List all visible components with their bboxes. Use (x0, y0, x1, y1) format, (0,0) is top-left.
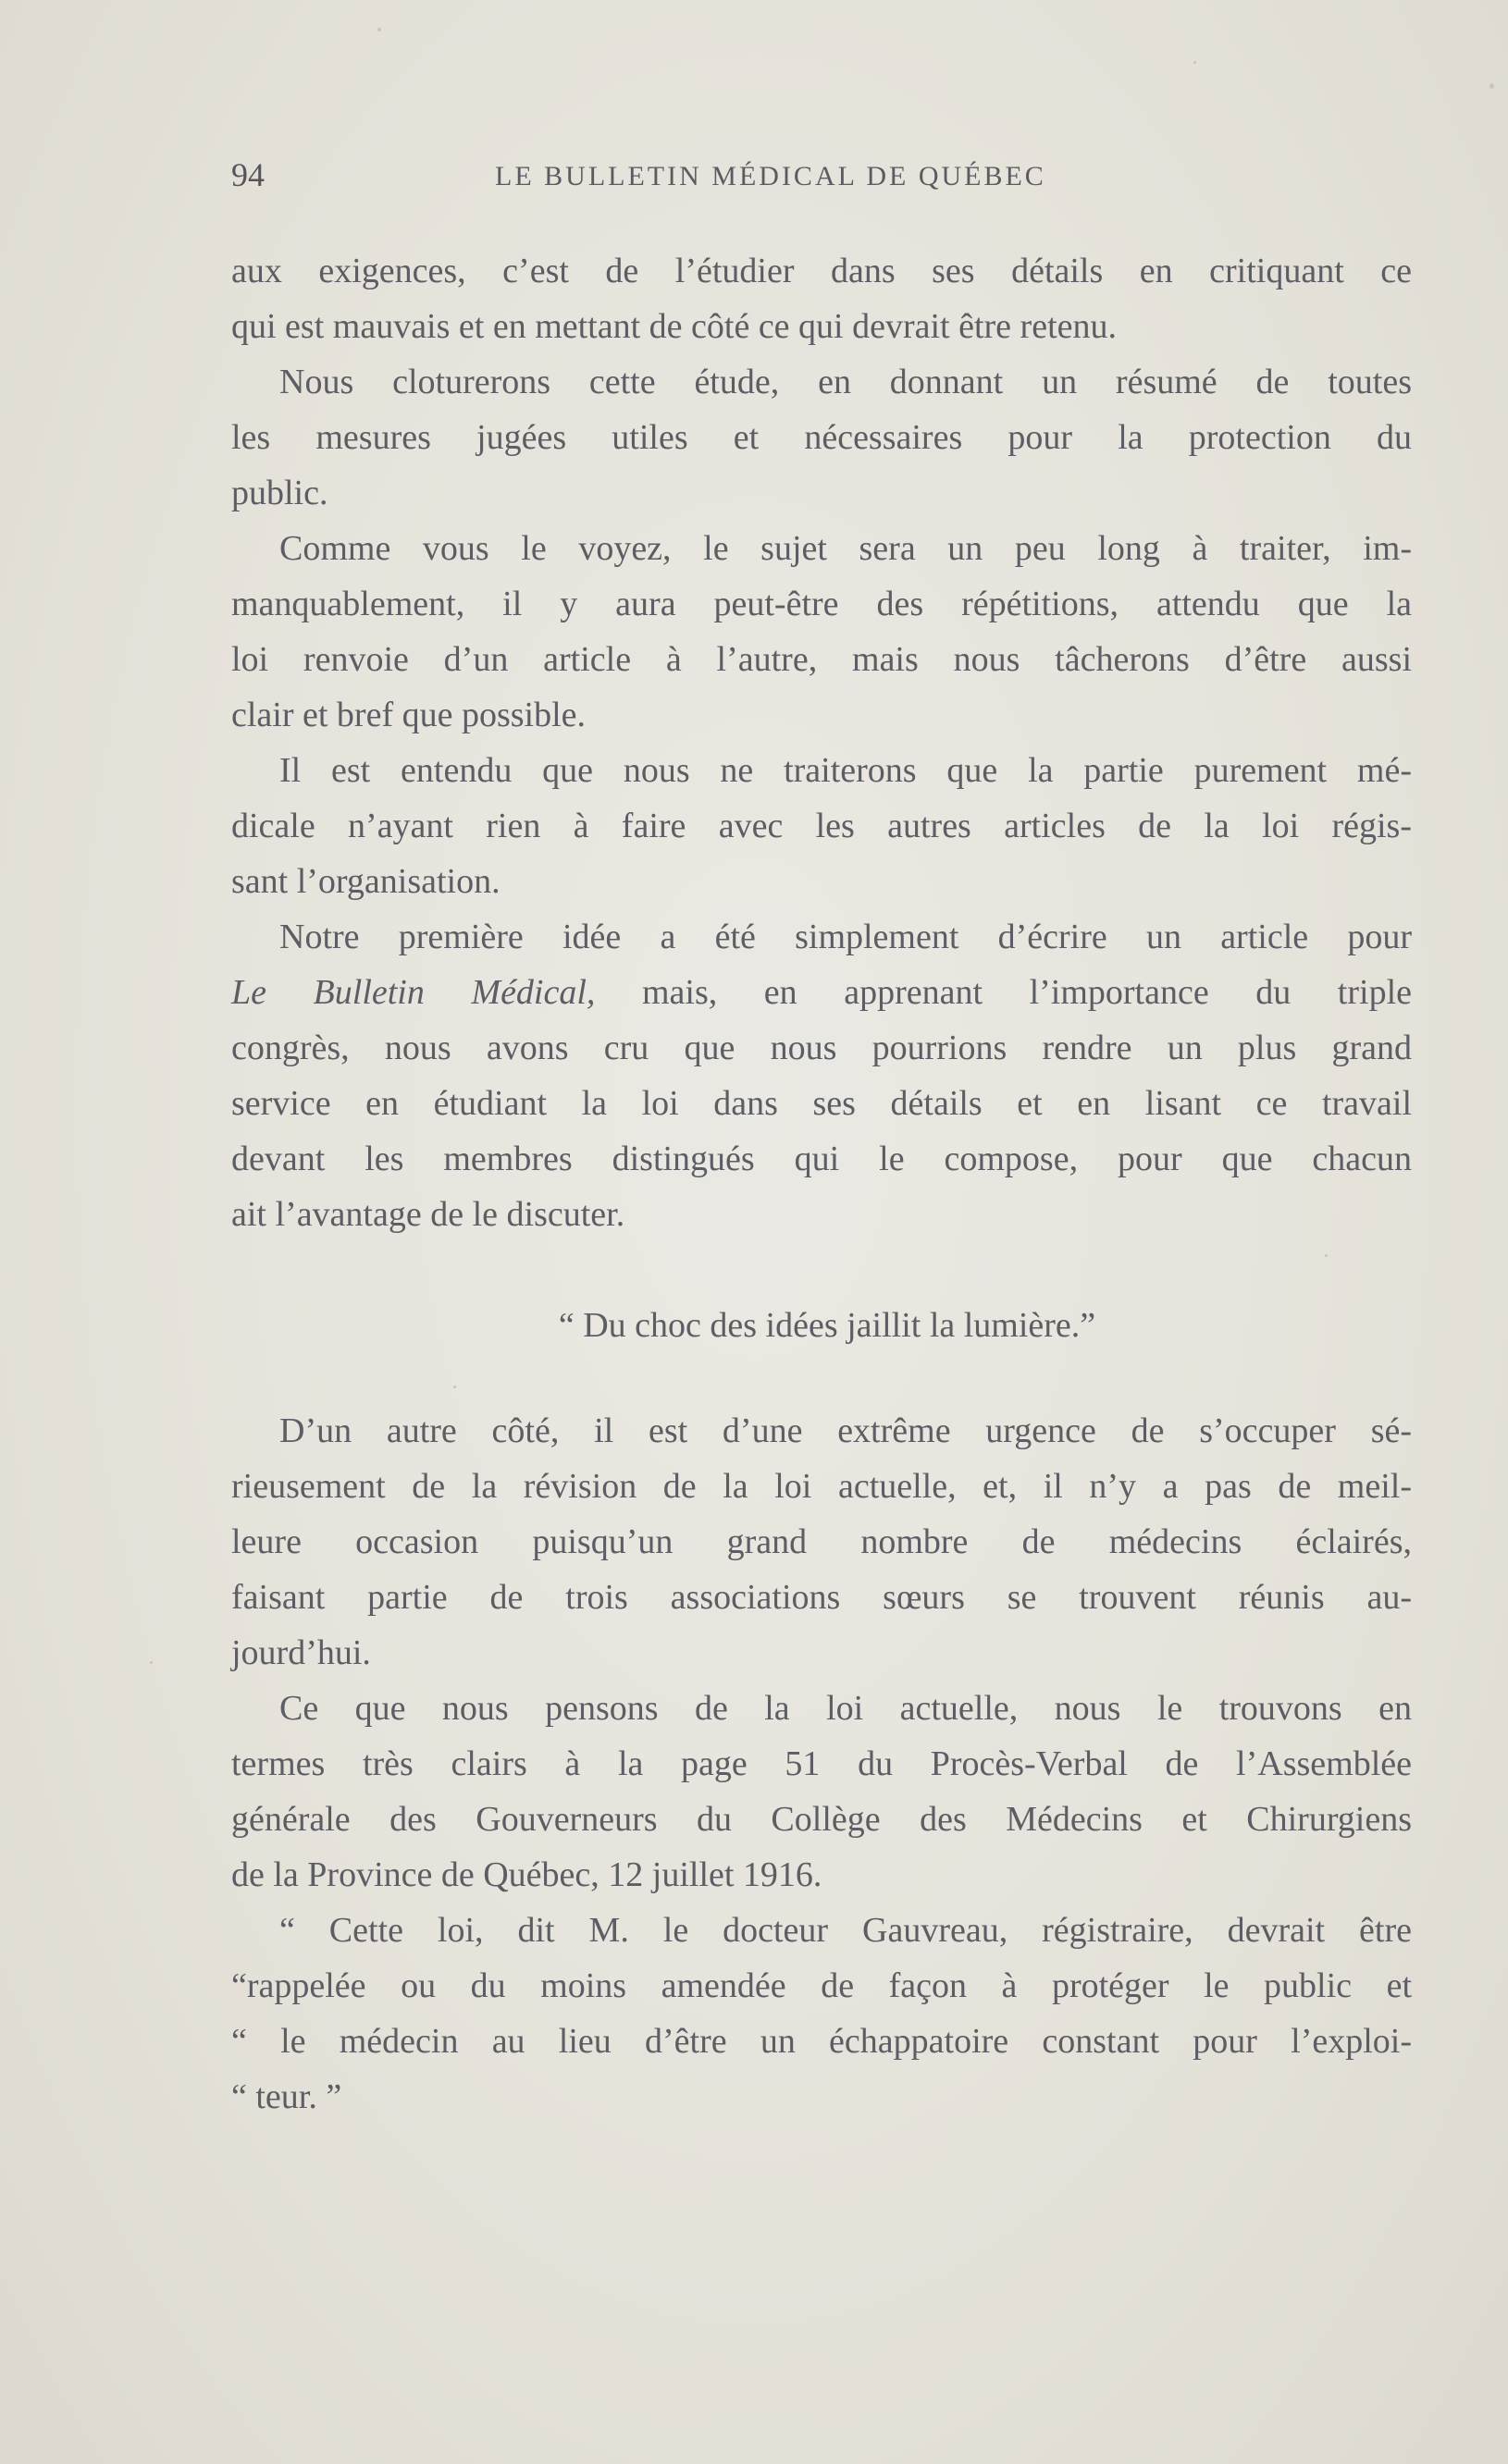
running-title: LE BULLETIN MÉDICAL DE QUÉBEC (495, 161, 1046, 191)
text-line: D’un autre côté, il est d’une extrême urgence de s’occuper sé- (279, 1411, 1412, 1450)
text-line: faisant partie de trois associations sœurs se trouvent réunis au- (231, 1578, 1412, 1617)
text-line: public. (231, 474, 328, 512)
page-header (231, 155, 1415, 192)
text-line: générale des Gouverneurs du Collège des Médecins et Chirurgiens (231, 1800, 1412, 1839)
paragraph-5 (231, 909, 1412, 1242)
text-line: “ le médecin au lieu d’être un échappatoire constant pour l’exploi- (231, 2022, 1412, 2061)
page-number: 94 (231, 156, 265, 193)
paragraph-2 (231, 354, 1412, 521)
text-line: clair et bref que possible. (231, 696, 587, 734)
paper-speck (453, 1386, 456, 1388)
paper-speck (1489, 83, 1494, 89)
journal-title: Le Bulletin Médical, (231, 973, 596, 1012)
body-text (231, 243, 1412, 2125)
text-line (231, 965, 1412, 1020)
text-line: Ce que nous pensons de la loi actuelle, nous le trouvons en (279, 1689, 1412, 1728)
text-line: leure occasion puisqu’un grand nombre de médecins éclairés, (231, 1522, 1412, 1561)
text-line: termes très clairs à la page 51 du Procès-Verbal de l’Assemblée (231, 1744, 1412, 1783)
text-line: Il est entendu que nous ne traiterons que la partie purement mé- (279, 751, 1412, 790)
text-line: Notre première idée a été simplement d’écrire un article pour (279, 918, 1412, 956)
text-line: “rappelée ou du moins amendée de façon à protéger le public et (231, 1966, 1412, 2005)
text-fragment: mais, en apprenant l’importance du triple (595, 973, 1413, 1012)
paragraph-3 (231, 521, 1412, 743)
paper-speck (1193, 61, 1196, 64)
text-line: ait l’avantage de le discuter. (231, 1195, 625, 1234)
text-line: jourd’hui. (231, 1633, 371, 1672)
paragraph-7 (231, 1681, 1412, 1903)
text-line: dicale n’ayant rien à faire avec les autres articles de la loi régis- (231, 807, 1412, 845)
centered-quote: “ Du choc des idées jaillit la lumière.” (558, 1306, 1096, 1345)
paper-speck (150, 1661, 153, 1664)
text-line: Comme vous le voyez, le sujet sera un peu long à traiter, im- (279, 529, 1412, 568)
paragraph-8 (231, 1903, 1412, 2125)
text-line: congrès, nous avons cru que nous pourrions rendre un plus grand (231, 1029, 1412, 1067)
paragraph-6 (231, 1403, 1412, 1681)
text-line: loi renvoie d’un article à l’autre, mais nous tâcherons d’être aussi (231, 640, 1412, 679)
text-line: aux exigences, c’est de l’étudier dans ses détails en critiquant ce (231, 252, 1412, 290)
text-line: service en étudiant la loi dans ses détails et en lisant ce travail (231, 1084, 1412, 1123)
text-line: “ teur. ” (231, 2077, 342, 2116)
text-line: sant l’organisation. (231, 862, 501, 901)
text-line: devant les membres distingués qui le compose, pour que chacun (231, 1140, 1412, 1178)
paper-speck (377, 28, 381, 31)
paper-speck (1325, 1254, 1328, 1257)
text-line: “ Cette loi, dit M. le docteur Gauvreau, régistraire, devrait être (279, 1911, 1412, 1950)
text-line: les mesures jugées utiles et nécessaires pour la protection du (231, 418, 1412, 457)
text-line: rieusement de la révision de la loi actuelle, et, il n’y a pas de meil- (231, 1467, 1412, 1506)
text-line: Nous cloturerons cette étude, en donnant un résumé de toutes (279, 363, 1412, 401)
paragraph-1 (231, 243, 1412, 354)
text-line: de la Province de Québec, 12 juillet 1916. (231, 1855, 822, 1894)
text-line: qui est mauvais et en mettant de côté ce qui devrait être retenu. (231, 307, 1117, 346)
text-line: manquablement, il y aura peut-être des répétitions, attendu que la (231, 585, 1412, 623)
paragraph-4 (231, 743, 1412, 909)
